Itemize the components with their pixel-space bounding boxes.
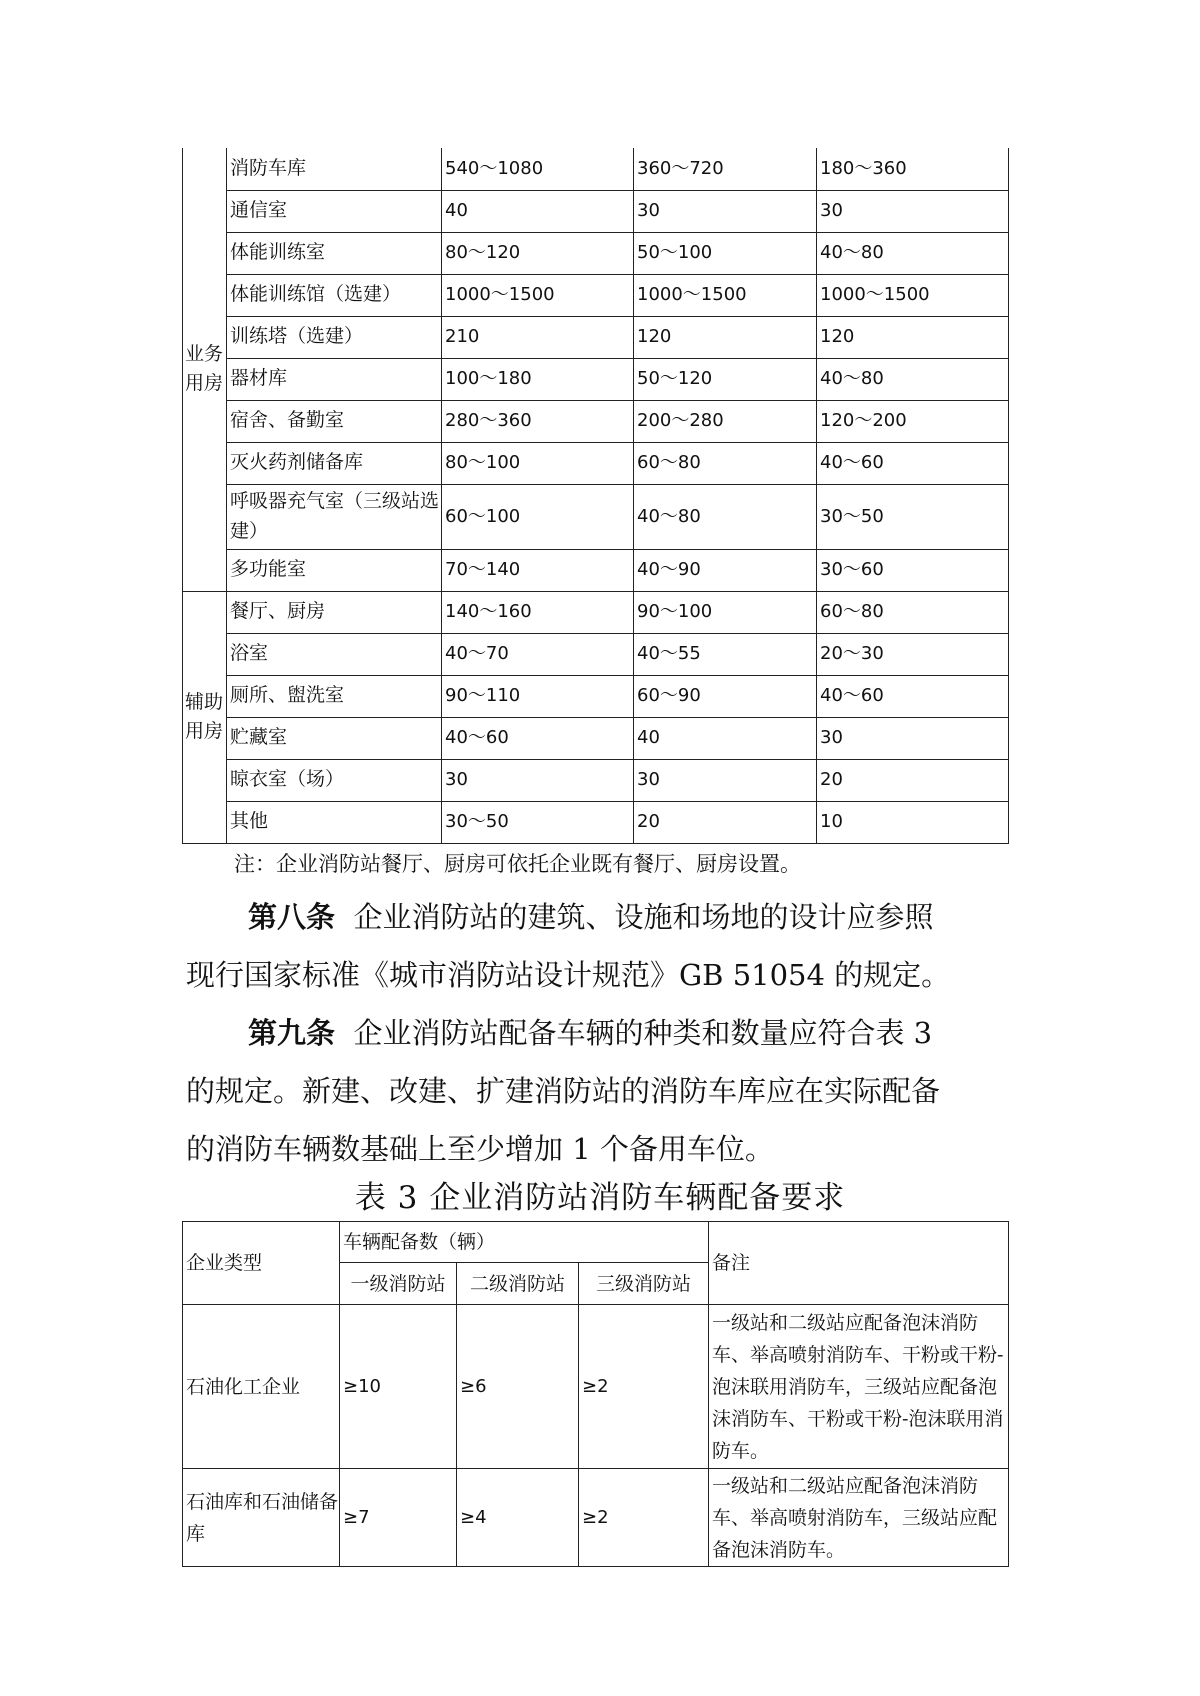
level-3-area-cell: 1000～1500	[817, 274, 1009, 316]
room-name-cell: 宿舍、备勤室	[227, 400, 442, 442]
level-1-area-cell: 80～120	[442, 232, 634, 274]
level-3-area-cell: 30	[817, 717, 1009, 759]
level-3-area-cell: 20	[817, 759, 1009, 801]
level-1-area-cell: 90～110	[442, 675, 634, 717]
room-name-cell: 晾衣室（场）	[227, 759, 442, 801]
level-1-area-cell: 40～70	[442, 633, 634, 675]
level-3-area-cell: 40～60	[817, 442, 1009, 484]
row-level-3: ≥2	[579, 1305, 709, 1469]
table-row	[183, 316, 1009, 358]
table-row	[183, 1305, 1009, 1469]
category-cell: 业务 用房	[183, 148, 227, 591]
level-2-area-cell: 40～90	[634, 549, 817, 591]
header-remark: 备注	[709, 1222, 1009, 1305]
level-2-area-cell: 50～120	[634, 358, 817, 400]
row-remark: 一级站和二级站应配备泡沫消防车、举高喷射消防车、干粉或干粉-泡沫联用消防车，三级站应配备泡沫消防车、干粉或干粉-泡沫联用消防车。	[709, 1305, 1009, 1469]
level-2-area-cell: 50～100	[634, 232, 817, 274]
row-level-2: ≥4	[457, 1469, 579, 1567]
room-name-cell: 厕所、盥洗室	[227, 675, 442, 717]
header-enterprise-type: 企业类型	[183, 1222, 340, 1305]
level-2-area-cell: 90～100	[634, 591, 817, 633]
table-row	[183, 759, 1009, 801]
row-level-2: ≥6	[457, 1305, 579, 1469]
room-name-cell: 体能训练室	[227, 232, 442, 274]
level-2-area-cell: 20	[634, 801, 817, 843]
level-2-area-cell: 30	[634, 759, 817, 801]
room-name-cell: 器材库	[227, 358, 442, 400]
level-2-area-cell: 40～55	[634, 633, 817, 675]
table-row	[183, 549, 1009, 591]
level-3-area-cell: 40～60	[817, 675, 1009, 717]
article-9-line-1: 企业消防站配备车辆的种类和数量应符合表 3	[353, 1016, 933, 1050]
row-level-1: ≥10	[340, 1305, 457, 1469]
category-cell: 辅助 用房	[183, 591, 227, 843]
header-level-2: 二级消防站	[457, 1263, 579, 1305]
room-name-cell: 灭火药剂储备库	[227, 442, 442, 484]
article-9-lead: 第九条	[248, 1016, 336, 1050]
table-row	[183, 190, 1009, 232]
level-3-area-cell: 10	[817, 801, 1009, 843]
table-row	[183, 1469, 1009, 1567]
level-3-area-cell: 120	[817, 316, 1009, 358]
room-name-cell: 其他	[227, 801, 442, 843]
level-1-area-cell: 1000～1500	[442, 274, 634, 316]
level-3-area-cell: 30～60	[817, 549, 1009, 591]
table-row	[183, 591, 1009, 633]
level-2-area-cell: 120	[634, 316, 817, 358]
table-row	[183, 675, 1009, 717]
level-2-area-cell: 40～80	[634, 484, 817, 549]
table-row	[183, 484, 1009, 549]
level-1-area-cell: 100～180	[442, 358, 634, 400]
table-row	[183, 232, 1009, 274]
article-9-line-3: 的消防车辆数基础上至少增加 1 个备用车位。	[186, 1132, 774, 1166]
level-2-area-cell: 30	[634, 190, 817, 232]
table-row	[183, 358, 1009, 400]
article-9	[186, 1004, 1026, 1178]
level-1-area-cell: 280～360	[442, 400, 634, 442]
table-row	[183, 274, 1009, 316]
room-name-cell: 体能训练馆（选建）	[227, 274, 442, 316]
room-area-table	[182, 148, 1009, 844]
level-1-area-cell: 140～160	[442, 591, 634, 633]
level-3-area-cell: 120～200	[817, 400, 1009, 442]
table-note: 注：企业消防站餐厅、厨房可依托企业既有餐厅、厨房设置。	[234, 852, 801, 876]
room-name-cell: 训练塔（选建）	[227, 316, 442, 358]
header-vehicle-count: 车辆配备数（辆）	[340, 1222, 709, 1263]
level-3-area-cell: 40～80	[817, 232, 1009, 274]
level-1-area-cell: 40～60	[442, 717, 634, 759]
level-2-area-cell: 200～280	[634, 400, 817, 442]
row-type: 石油化工企业	[183, 1305, 340, 1469]
article-9-line-2: 的规定。新建、改建、扩建消防站的消防车库应在实际配备	[186, 1074, 941, 1108]
level-1-area-cell: 30	[442, 759, 634, 801]
room-name-cell: 多功能室	[227, 549, 442, 591]
level-1-area-cell: 540～1080	[442, 148, 634, 190]
level-3-area-cell: 180～360	[817, 148, 1009, 190]
level-3-area-cell: 40～80	[817, 358, 1009, 400]
level-1-area-cell: 40	[442, 190, 634, 232]
room-name-cell: 通信室	[227, 190, 442, 232]
level-1-area-cell: 80～100	[442, 442, 634, 484]
table-row	[183, 442, 1009, 484]
header-level-3: 三级消防站	[579, 1263, 709, 1305]
article-8-lead: 第八条	[248, 900, 336, 934]
level-2-area-cell: 360～720	[634, 148, 817, 190]
room-name-cell: 餐厅、厨房	[227, 591, 442, 633]
article-8-line-1: 企业消防站的建筑、设施和场地的设计应参照	[353, 900, 934, 934]
article-8	[186, 888, 1026, 1004]
level-1-area-cell: 30～50	[442, 801, 634, 843]
level-3-area-cell: 30	[817, 190, 1009, 232]
table-row	[183, 717, 1009, 759]
header-level-1: 一级消防站	[340, 1263, 457, 1305]
table-row	[183, 148, 1009, 190]
level-2-area-cell: 40	[634, 717, 817, 759]
table-row	[183, 801, 1009, 843]
level-3-area-cell: 60～80	[817, 591, 1009, 633]
level-1-area-cell: 60～100	[442, 484, 634, 549]
level-2-area-cell: 60～80	[634, 442, 817, 484]
room-name-cell: 消防车库	[227, 148, 442, 190]
article-8-line-2: 现行国家标准《城市消防站设计规范》GB 51054 的规定。	[186, 958, 951, 992]
level-2-area-cell: 60～90	[634, 675, 817, 717]
row-level-1: ≥7	[340, 1469, 457, 1567]
table-row	[183, 400, 1009, 442]
table-row	[183, 633, 1009, 675]
room-name-cell: 呼吸器充气室（三级站选建）	[227, 484, 442, 549]
level-3-area-cell: 20～30	[817, 633, 1009, 675]
room-name-cell: 浴室	[227, 633, 442, 675]
row-type: 石油库和石油储备库	[183, 1469, 340, 1567]
vehicle-requirements-table	[182, 1221, 1009, 1567]
row-remark: 一级站和二级站应配备泡沫消防车、举高喷射消防车，三级站应配备泡沫消防车。	[709, 1469, 1009, 1567]
row-level-3: ≥2	[579, 1469, 709, 1567]
level-2-area-cell: 1000～1500	[634, 274, 817, 316]
level-1-area-cell: 70～140	[442, 549, 634, 591]
level-3-area-cell: 30～50	[817, 484, 1009, 549]
room-name-cell: 贮藏室	[227, 717, 442, 759]
level-1-area-cell: 210	[442, 316, 634, 358]
table-3-caption: 表 3 企业消防站消防车辆配备要求	[354, 1180, 846, 1216]
